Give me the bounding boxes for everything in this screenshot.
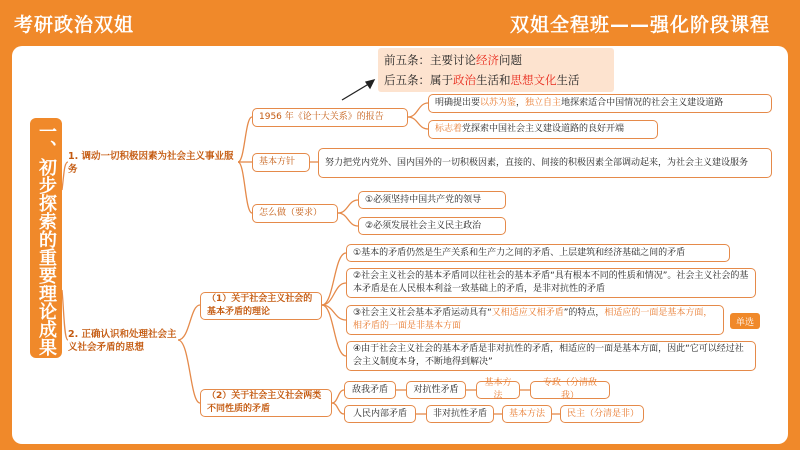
single-choice-badge: 单选 [730, 313, 760, 329]
callout-note [378, 48, 614, 92]
callout-text: 问题 [499, 53, 522, 67]
row2-cell-2: 非对抗性矛盾 [426, 405, 494, 423]
main-title: 一、初步探索的重要理论成果 [30, 118, 62, 358]
row1-cell-2: 对抗性矛盾 [406, 381, 466, 399]
callout-text: 生活和 [476, 73, 511, 87]
report-item-text: 明确提出要 [435, 98, 481, 108]
row1-cell-3: 基本方法 [476, 381, 520, 399]
report-item-2 [428, 120, 658, 139]
brand-title: 考研政治双姐 [14, 14, 135, 36]
callout-highlight: 经济 [476, 53, 499, 67]
point-3 [346, 305, 724, 335]
branch2-label: 2. 正确认识和处理社会主义社会矛盾的思想 [68, 329, 177, 353]
point-3-text: ”的特点， [563, 308, 605, 318]
how-item-1: ①必须坚持中国共产党的领导 [358, 191, 506, 209]
row1-cell-4: 专政（分清敌我） [530, 381, 610, 399]
report-item-highlight: 独立自主 [525, 98, 562, 108]
report-item-text: 党探索中国社会主义建设道路的良好开端 [462, 124, 625, 134]
point-3-highlight: 又相适应又相矛盾 [491, 308, 564, 318]
report-item-text: ， [516, 98, 526, 108]
callout-line-1 [384, 50, 608, 70]
branch1-label: 1. 调动一切积极因素为社会主义事业服务 [68, 151, 234, 175]
report-item-text: 地探索适合中国情况的社会主义建设道路 [561, 98, 724, 108]
header-bar [0, 0, 800, 46]
callout-text: 前五条：主要讨论 [384, 53, 476, 67]
course-title: 双姐全程班——强化阶段课程 [509, 14, 770, 36]
sub1-node: （1）关于社会主义社会的基本矛盾的理论 [200, 292, 322, 320]
row2-cell-3: 基本方法 [502, 405, 552, 423]
point-4: ④由于社会主义社会的基本矛盾是非对抗性的矛盾，相适应的一面是基本方面，因此“它可以经过社会主义制度本身，不断地得到解决” [346, 341, 756, 371]
point-2: ②社会主义社会的基本矛盾同以往社会的基本矛盾“具有根本不同的性质和情况”。社会主义社会的基本矛盾是在人民根本利益一致基础上的矛盾，是非对抗性的矛盾 [346, 268, 756, 298]
callout-line-2 [384, 70, 608, 90]
sub2-node: （2）关于社会主义社会两类不同性质的矛盾 [200, 389, 332, 417]
row2-cell-4: 民主（分清是非） [560, 405, 644, 423]
report-item-highlight: 以苏为鉴 [480, 98, 517, 108]
row1-cell-1: 敌我矛盾 [344, 381, 396, 399]
point-3-highlight: 相适应的一面是基本方面，相矛盾的一面是非基本方面 [353, 308, 713, 331]
policy-text: 努力把党内党外、国内国外的一切积极因素，直接的、间接的积极因素全部调动起来，为社会主义建设服务 [318, 148, 772, 178]
how-item-2: ②必须发展社会主义民主政治 [358, 217, 506, 235]
callout-highlight: 思想文化 [510, 73, 557, 87]
how-node: 怎么做（要求） [252, 204, 338, 223]
callout-highlight: 政治 [453, 73, 476, 87]
callout-text: 生活 [556, 73, 580, 87]
point-1: ①基本的矛盾仍然是生产关系和生产力之间的矛盾、上层建筑和经济基础之间的矛盾 [346, 244, 730, 262]
report-item-highlight: 标志着 [435, 124, 463, 134]
point-3-text: ③社会主义社会基本矛盾运动具有“ [353, 308, 492, 318]
report-node: 1956 年《论十大关系》的报告 [252, 108, 408, 127]
policy-node: 基本方针 [252, 153, 310, 172]
row2-cell-1: 人民内部矛盾 [344, 405, 416, 423]
report-item-1 [428, 94, 772, 113]
callout-text: 后五条：属于 [384, 73, 453, 87]
